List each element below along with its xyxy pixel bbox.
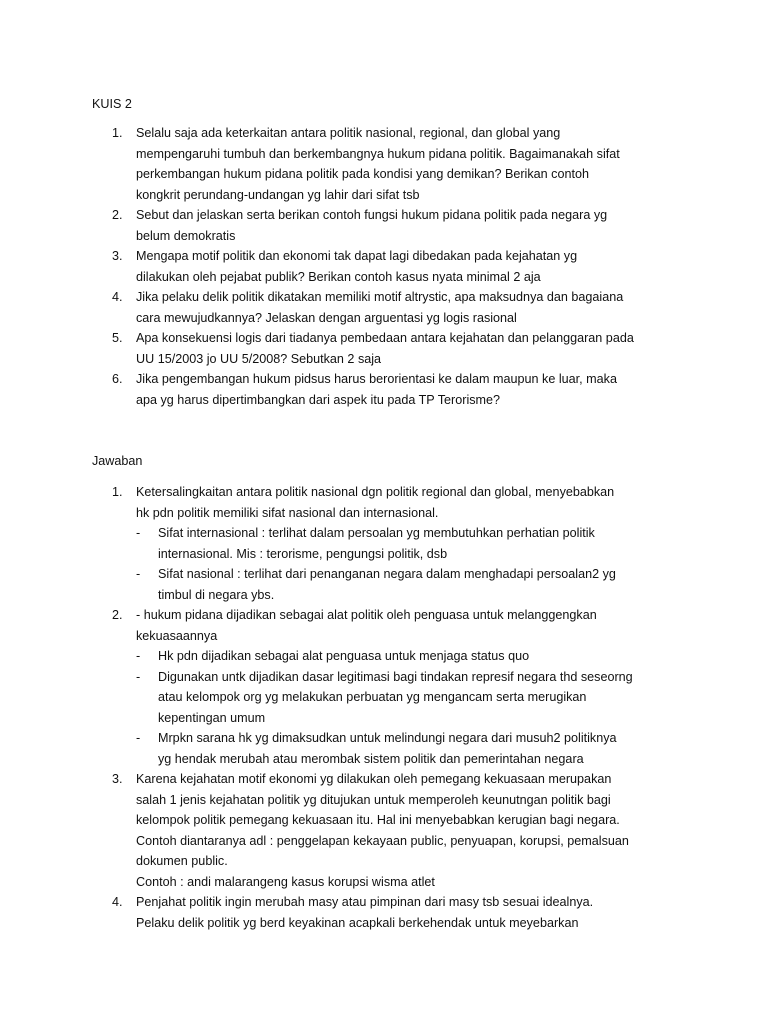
text-line: salah 1 jenis kejahatan politik yg ditujukan untuk memperoleh keunutngan politik bagi — [136, 792, 611, 807]
text-line: hk pdn politik memiliki sifat nasional dan internasional. — [136, 505, 439, 520]
text-line: Apa konsekuensi logis dari tiadanya pembedaan antara kejahatan dan pelanggaran pada — [136, 331, 634, 345]
dash-bullet: - — [136, 731, 141, 745]
dash-bullet: - — [136, 669, 141, 684]
text-line: timbul di negara ybs. — [158, 587, 275, 602]
item-number: 6. — [112, 372, 123, 386]
text-line: - hukum pidana dijadikan sebagai alat politik oleh penguasa untuk melanggengkan — [136, 608, 597, 622]
item-number: 3. — [112, 772, 123, 786]
text-line: Jika pengembangan hukum pidsus harus berorientasi ke dalam maupun ke luar, maka — [136, 372, 617, 386]
text-line: UU 15/2003 jo UU 5/2008? Sebutkan 2 saja — [136, 351, 382, 366]
question-item — [92, 328, 692, 369]
text-line: dokumen public. — [136, 854, 228, 868]
text-line: belum demokratis — [136, 228, 236, 243]
text-line: Mrpkn sarana hk yg dimaksudkan untuk melindungi negara dari musuh2 politiknya — [158, 731, 617, 745]
dash-bullet: - — [136, 567, 141, 581]
sub-item — [136, 667, 692, 729]
question-item — [92, 369, 692, 410]
item-number: 3. — [112, 249, 123, 263]
text-line: kelompok politik pemegang kekuasaan itu. Hal ini menyebabkan kerugian bagi negara. — [136, 813, 620, 827]
text-line: Contoh diantaranya adl : penggelapan kekayaan public, penyuapan, korupsi, pemalsuan — [136, 833, 629, 848]
sub-item — [136, 728, 692, 769]
text-line: Hk pdn dijadikan sebagai alat penguasa untuk menjaga status quo — [158, 649, 530, 663]
text-line: Sifat nasional : terlihat dari penanganan negara dalam menghadapi persoalan2 yg — [158, 567, 616, 581]
text-line: Contoh : andi malarangeng kasus korupsi wisma atlet — [136, 874, 435, 889]
question-item — [92, 205, 692, 246]
text-line: Sifat internasional : terlihat dalam persoalan yg membutuhkan perhatian politik — [158, 526, 595, 540]
item-number: 5. — [112, 331, 123, 345]
text-line: dilakukan oleh pejabat publik? Berikan contoh kasus nyata minimal 2 aja — [136, 269, 541, 284]
text-line: Karena kejahatan motif ekonomi yg dilakukan oleh pemegang kekuasaan merupakan — [136, 772, 612, 786]
text-line: kekuasaannya — [136, 628, 218, 643]
text-line: atau kelompok org yg melakukan perbuatan yg mengancam serta merugikan — [158, 690, 587, 704]
item-number: 1. — [112, 126, 123, 140]
item-number: 2. — [112, 208, 123, 222]
sub-item — [136, 523, 692, 564]
answer-item — [92, 769, 692, 892]
text-line: internasional. Mis : terorisme, pengungsi politik, dsb — [158, 546, 448, 561]
quiz-title: KUIS 2 — [92, 97, 132, 111]
answer-item — [92, 892, 692, 933]
text-line: Jika pelaku delik politik dikatakan memiliki motif altrystic, apa maksudnya dan bagaiana — [136, 290, 624, 304]
item-number: 4. — [112, 895, 123, 909]
dash-bullet: - — [136, 649, 141, 663]
item-number: 1. — [112, 485, 123, 499]
item-number: 2. — [112, 608, 123, 622]
text-line: Digunakan untk dijadikan dasar legitimasi bagi tindakan represif negara thd seseorng — [158, 669, 633, 684]
text-line: Sebut dan jelaskan serta berikan contoh fungsi hukum pidana politik pada negara yg — [136, 208, 608, 222]
answer-list — [92, 482, 692, 933]
text-line: Selalu saja ada keterkaitan antara politik nasional, regional, dan global yang — [136, 126, 561, 140]
text-line: kepentingan umum — [158, 710, 266, 725]
text-line: Ketersalingkaitan antara politik nasional dgn politik regional dan global, menyebabkan — [136, 485, 615, 499]
item-number: 4. — [112, 290, 123, 304]
answer-item — [92, 605, 692, 769]
text-line: kongkrit perundang-undangan yg lahir dari sifat tsb — [136, 187, 420, 202]
text-line: cara mewujudkannya? Jelaskan dengan arguentasi yg logis rasional — [136, 310, 517, 325]
answers-title: Jawaban — [92, 454, 143, 468]
text-line: Pelaku delik politik yg berd keyakinan acapkali berkehendak untuk meyebarkan — [136, 915, 579, 930]
question-item — [92, 246, 692, 287]
sub-item — [136, 564, 692, 605]
text-line: yg hendak merubah atau merombak sistem politik dan pemerintahan negara — [158, 751, 584, 766]
question-item — [92, 123, 692, 205]
text-line: Penjahat politik ingin merubah masy atau pimpinan dari masy tsb sesuai idealnya. — [136, 895, 594, 909]
text-line: Mengapa motif politik dan ekonomi tak dapat lagi dibedakan pada kejahatan yg — [136, 249, 578, 263]
answer-item — [92, 482, 692, 605]
question-list — [92, 123, 692, 410]
dash-bullet: - — [136, 526, 141, 540]
text-line: mempengaruhi tumbuh dan berkembangnya hukum pidana politik. Bagaimanakah sifat — [136, 146, 620, 161]
text-line: apa yg harus dipertimbangkan dari aspek itu pada TP Terorisme? — [136, 392, 501, 407]
text-line: perkembangan hukum pidana politik pada kondisi yang demikan? Berikan contoh — [136, 167, 589, 181]
sub-item — [136, 646, 692, 667]
question-item — [92, 287, 692, 328]
